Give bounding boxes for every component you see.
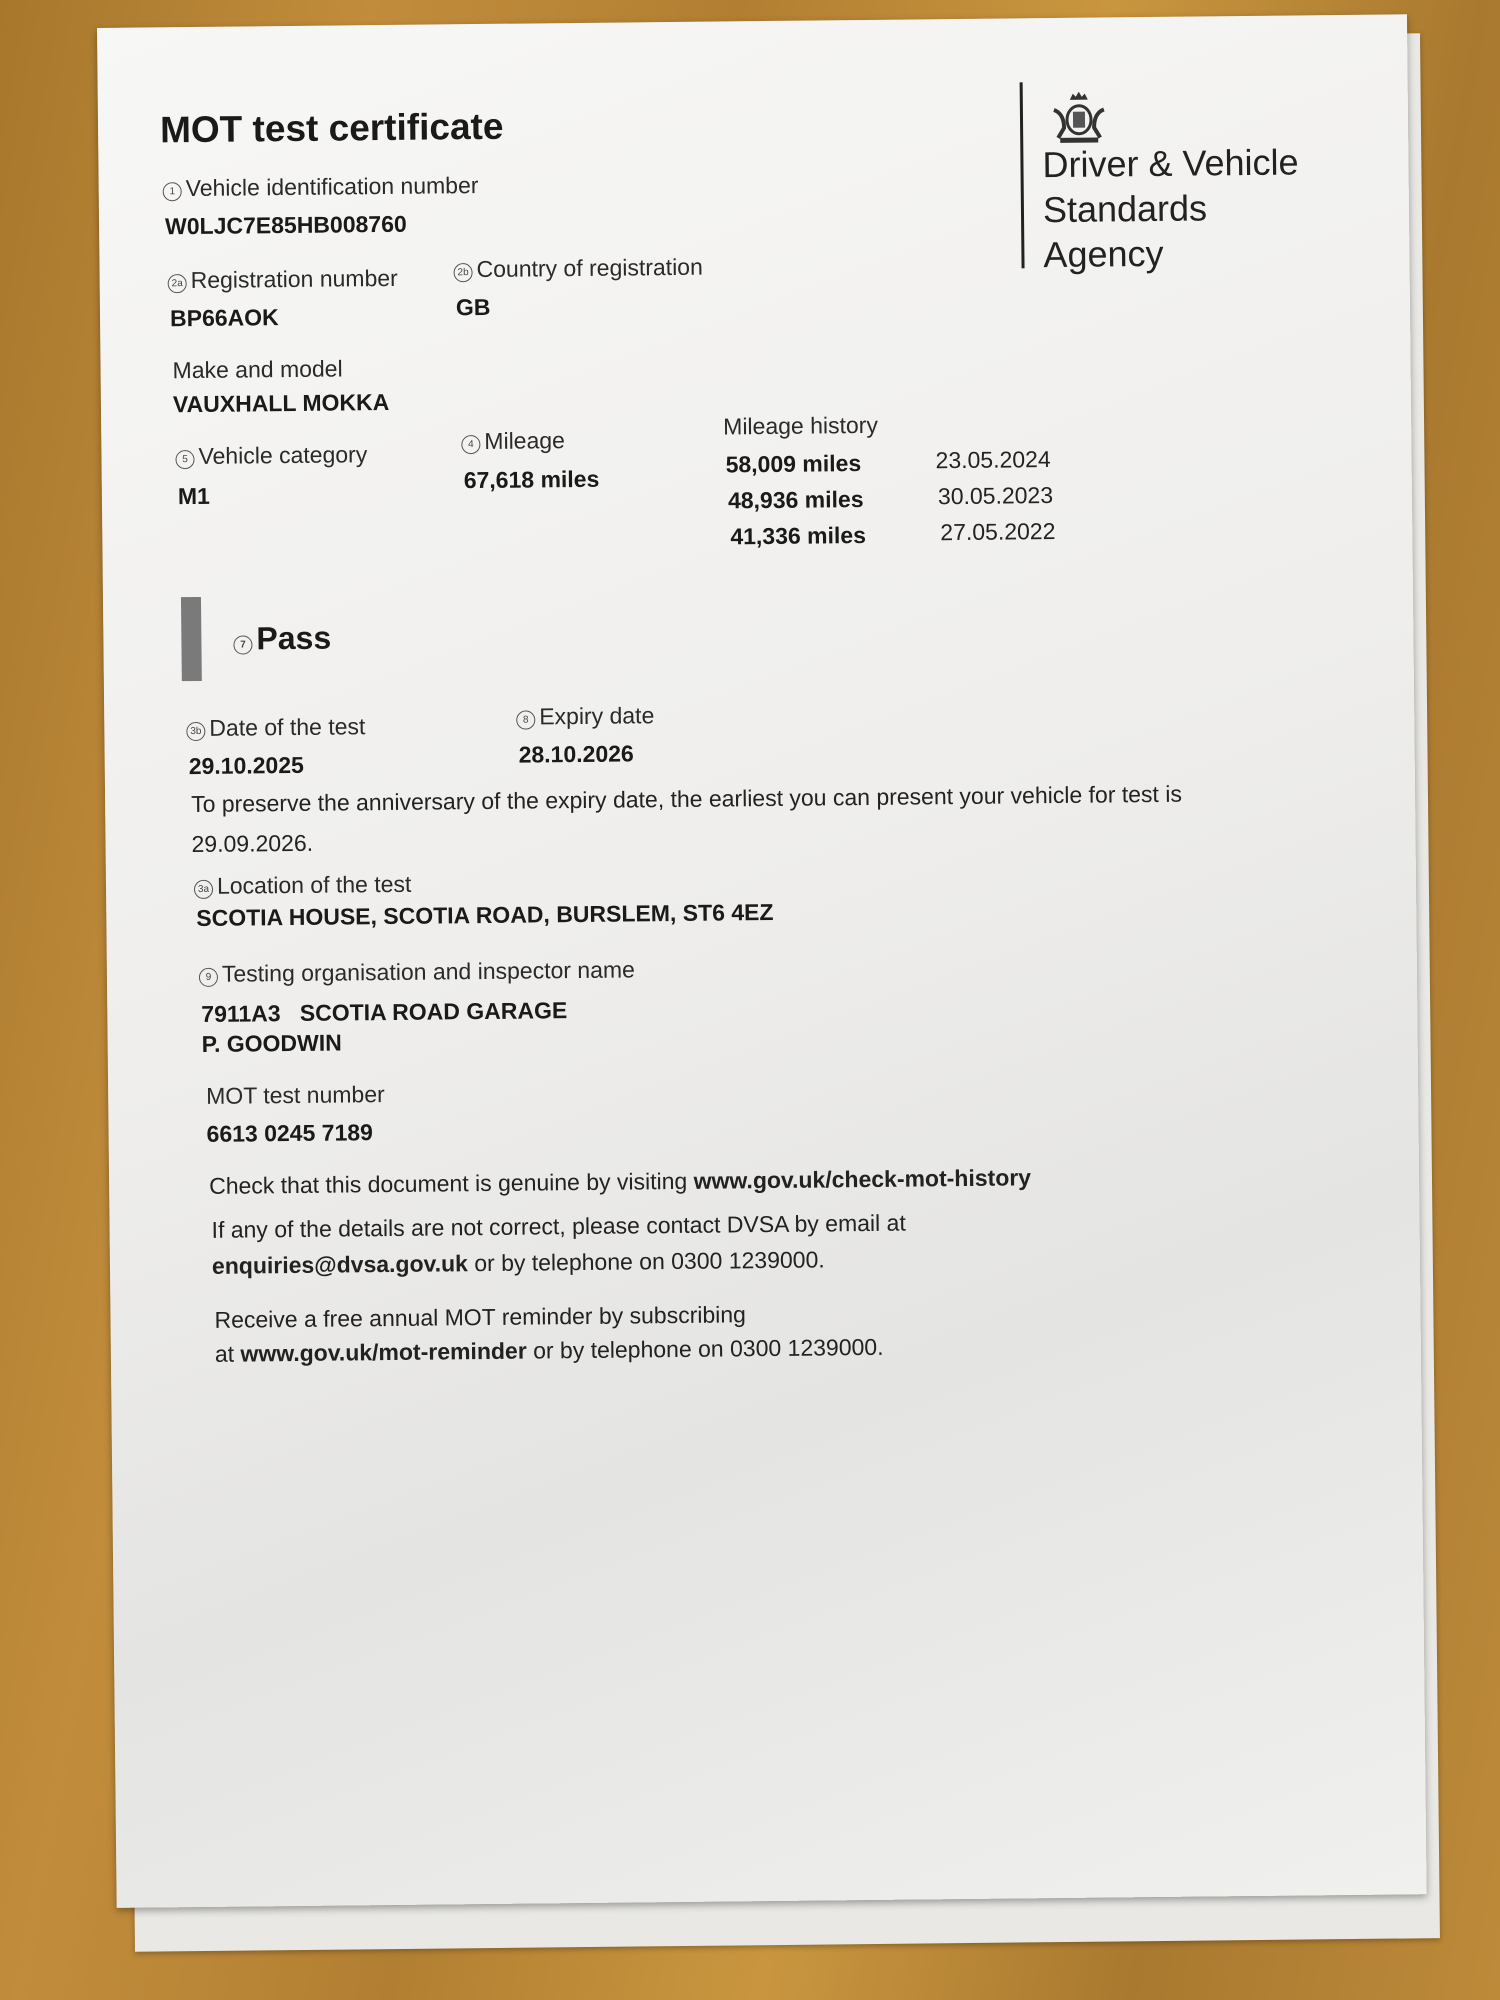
field-number-badge: 4	[461, 435, 480, 454]
reminder-text: Receive a free annual MOT reminder by subscribing	[214, 1301, 747, 1333]
result-label: Pass	[256, 619, 332, 657]
result-status	[233, 620, 331, 658]
make-model-value: VAUXHALL MOKKA	[172, 388, 390, 418]
expiry-label-text: Expiry date	[539, 702, 655, 730]
mileage-label-text: Mileage	[484, 427, 566, 454]
country-value: GB	[455, 293, 491, 321]
mileage-value: 67,618 miles	[463, 465, 600, 494]
vin-value: W0LJC7E85HB008760	[164, 210, 407, 240]
agency-name	[1042, 139, 1300, 277]
email-link[interactable]: enquiries@dvsa.gov.uk	[211, 1250, 469, 1279]
mileage-history-miles: 48,936 miles	[727, 485, 864, 514]
country-label-text: Country of registration	[476, 253, 703, 283]
test-number-value: 6613 0245 7189	[206, 1119, 373, 1147]
expiry-label	[516, 702, 654, 730]
registration-label-text: Registration number	[190, 264, 398, 294]
check-genuine-text	[209, 1164, 1031, 1200]
location-label-text: Location of the test	[216, 870, 412, 899]
vin-label	[163, 172, 479, 202]
test-number-label: MOT test number	[206, 1081, 385, 1109]
reminder-details	[215, 1334, 884, 1368]
mileage-history-miles: 41,336 miles	[730, 521, 867, 550]
field-number-badge: 7	[233, 635, 252, 654]
agency-line-3: Agency	[1043, 232, 1164, 276]
make-model-label: Make and model	[172, 355, 343, 384]
certificate-page	[97, 14, 1427, 1908]
category-label	[175, 441, 367, 470]
mileage-history-date: 27.05.2022	[940, 517, 1056, 546]
test-date-label	[186, 713, 365, 742]
check-text: Check that this document is genuine by visiting	[208, 1167, 694, 1199]
field-number-badge: 8	[516, 710, 535, 729]
mot-reminder-link[interactable]: www.gov.uk/mot-reminder	[240, 1337, 527, 1367]
field-number-badge: 2b	[453, 263, 472, 282]
check-mot-history-link[interactable]: www.gov.uk/check-mot-history	[693, 1164, 1032, 1194]
test-date-label-text: Date of the test	[209, 713, 366, 741]
field-number-badge: 9	[199, 968, 218, 987]
preserve-note-line-1: To preserve the anniversary of the expiry date, the earliest you can present your vehicle for test is	[190, 780, 1183, 818]
organisation-label	[199, 956, 635, 988]
vin-label-text: Vehicle identification number	[185, 172, 479, 202]
result-bar	[181, 597, 202, 681]
registration-value: BP66AOK	[169, 304, 279, 332]
test-date-value: 29.10.2025	[188, 751, 304, 780]
mileage-label	[461, 427, 565, 455]
page-title: MOT test certificate	[159, 105, 504, 151]
mileage-history-date: 30.05.2023	[937, 482, 1054, 510]
mileage-history-date: 23.05.2024	[935, 446, 1051, 474]
field-number-badge: 3a	[194, 880, 213, 899]
field-number-badge: 2a	[168, 274, 187, 293]
agency-line-2: Standards	[1042, 187, 1208, 231]
logo-divider	[1020, 82, 1025, 268]
field-number-badge: 5	[175, 450, 194, 469]
contact-details	[212, 1246, 825, 1279]
organisation-value: 7911A3 SCOTIA ROAD GARAGE	[201, 997, 568, 1027]
mileage-history-miles: 58,009 miles	[725, 450, 862, 478]
location-label	[194, 871, 412, 900]
mileage-history-label: Mileage history	[723, 411, 879, 440]
location-value: SCOTIA HOUSE, SCOTIA ROAD, BURSLEM, ST6 4EZ	[196, 898, 774, 932]
field-number-badge: 1	[163, 182, 182, 201]
field-number-badge: 3b	[186, 722, 205, 741]
category-label-text: Vehicle category	[198, 441, 368, 469]
preserve-note-line-2: 29.09.2026.	[191, 829, 314, 858]
organisation-label-text: Testing organisation and inspector name	[221, 956, 636, 987]
reminder-at: at	[214, 1340, 241, 1367]
phone-text: or by telephone on 0300 1239000.	[467, 1246, 825, 1277]
expiry-value: 28.10.2026	[518, 740, 634, 768]
reminder-phone-text: or by telephone on 0300 1239000.	[526, 1333, 884, 1364]
agency-line-1: Driver & Vehicle	[1042, 141, 1299, 186]
category-value: M1	[177, 482, 210, 510]
registration-label	[168, 265, 398, 294]
inspector-name: P. GOODWIN	[201, 1029, 342, 1057]
country-label	[453, 254, 703, 284]
contact-text: If any of the details are not correct, please contact DVSA by email at	[211, 1209, 906, 1243]
